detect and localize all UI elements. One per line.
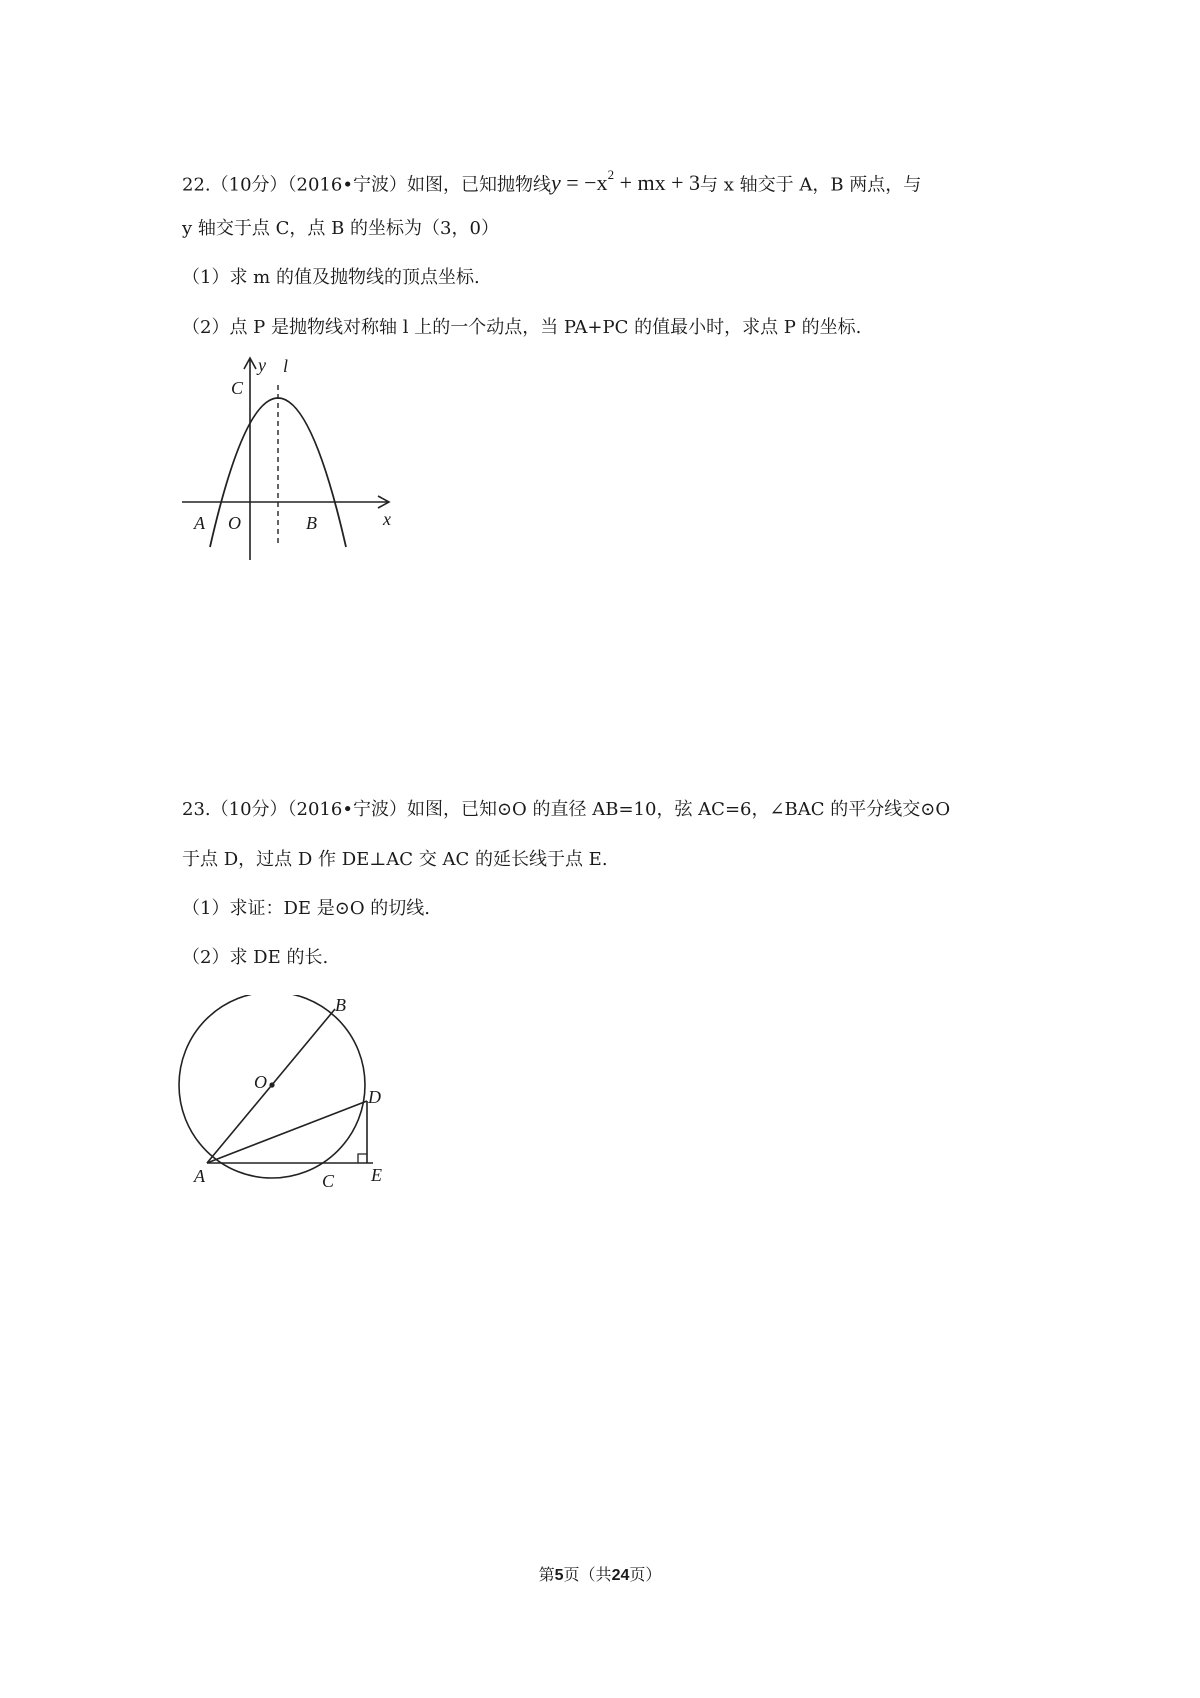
q23-part2: （2）求 DE 的长. — [182, 947, 329, 968]
label-l: l — [283, 356, 289, 376]
q22-line2: y 轴交于点 C，点 B 的坐标为（3，0） — [182, 218, 499, 239]
formula-eq: = −x — [560, 170, 608, 196]
formula-exponent: 2 — [607, 167, 615, 182]
q23-line2: 于点 D，过点 D 作 DE⊥AC 交 AC 的延长线于点 E. — [182, 849, 608, 870]
q22-part1: （1）求 m 的值及抛物线的顶点坐标. — [182, 267, 480, 288]
label-A: A — [194, 1166, 205, 1186]
label-C: C — [322, 1171, 335, 1191]
label-x: x — [383, 509, 391, 529]
page-number: 5 — [554, 1567, 564, 1584]
label-C: C — [231, 378, 244, 398]
footer-middle: 页（共 — [563, 1565, 612, 1584]
right-angle-mark — [358, 1154, 367, 1163]
formula-y: y — [550, 170, 561, 196]
q23-part1: （1）求证：DE 是⊙O 的切线. — [182, 898, 431, 919]
q22-line1 — [182, 166, 921, 197]
formula-rest: + mx + 3 — [614, 170, 700, 196]
q22-line1-suffix: 与 x 轴交于 A，B 两点，与 — [700, 174, 922, 196]
q22-line1-prefix: 22.（10分）（2016•宁波）如图，已知抛物线 — [182, 174, 551, 196]
label-y: y — [258, 355, 266, 375]
chord-AD — [207, 1101, 367, 1163]
q23-line1: 23.（10分）（2016•宁波）如图，已知⊙O 的直径 AB=10，弦 AC=6，∠BAC 的平分线交⊙O — [182, 799, 951, 820]
center-dot — [269, 1082, 274, 1087]
page-footer — [0, 1562, 1200, 1585]
q22-part2: （2）点 P 是抛物线对称轴 l 上的一个动点，当 PA+PC 的值最小时，求点 P 的坐标. — [182, 317, 862, 338]
total-pages: 24 — [611, 1567, 630, 1584]
parabola-figure — [170, 355, 400, 565]
circle-figure — [170, 995, 400, 1195]
footer-suffix: 页） — [629, 1565, 662, 1584]
label-B: B — [335, 995, 346, 1015]
label-B: B — [306, 513, 317, 533]
footer-prefix: 第 — [538, 1565, 555, 1584]
q22-formula — [550, 167, 700, 196]
label-A: A — [194, 513, 205, 533]
label-E: E — [371, 1165, 382, 1185]
label-O: O — [254, 1072, 267, 1092]
label-O: O — [228, 513, 241, 533]
label-D: D — [368, 1087, 381, 1107]
